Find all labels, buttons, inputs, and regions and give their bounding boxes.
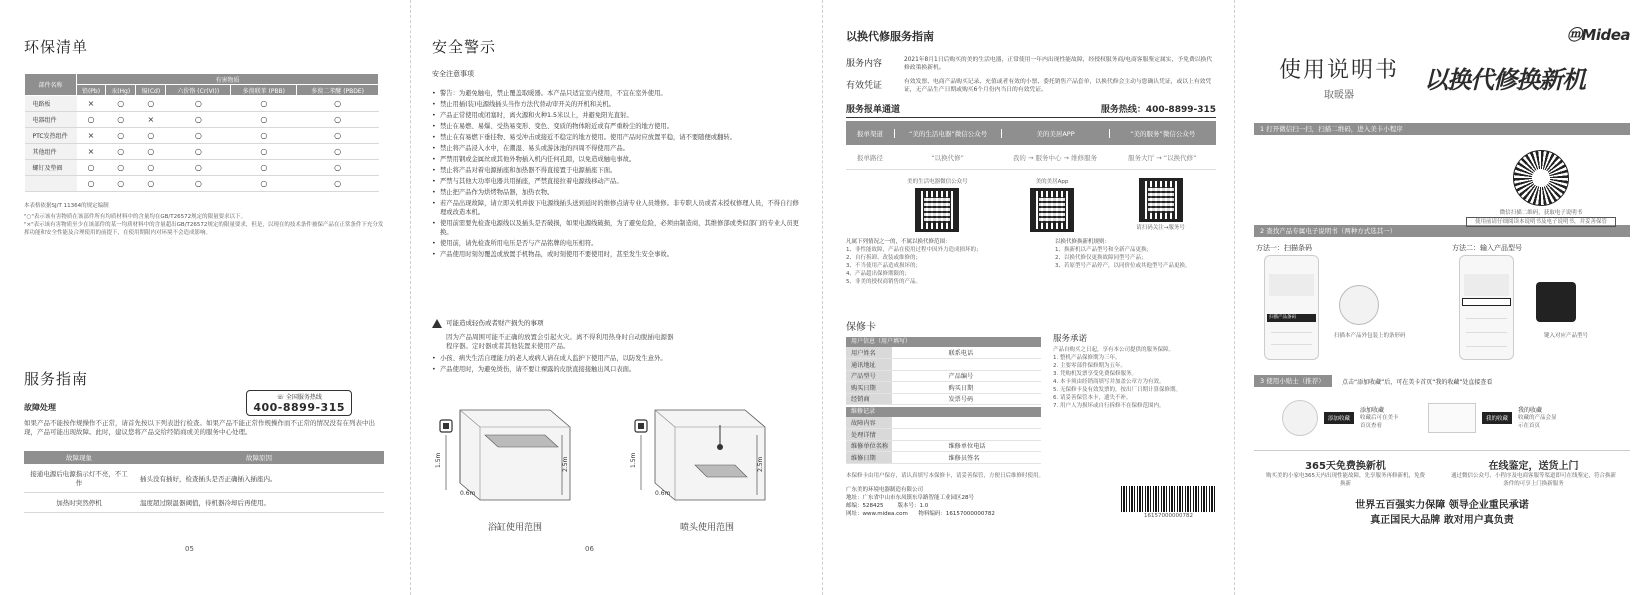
env-cell: ○ bbox=[297, 144, 379, 160]
card-record-header: 维修记录 bbox=[846, 407, 1041, 417]
env-cell: ○ bbox=[77, 160, 106, 176]
card-field-label: 购买日期 bbox=[846, 382, 892, 394]
env-part-name: 电路板 bbox=[25, 96, 77, 112]
env-cell: ○ bbox=[231, 112, 297, 128]
env-list-title: 环保清单 bbox=[24, 38, 89, 56]
card-field-label bbox=[944, 359, 990, 371]
product-thumb-icon bbox=[1282, 400, 1318, 436]
env-cell: ○ bbox=[77, 112, 106, 128]
env-cell: ○ bbox=[297, 128, 379, 144]
warning-item: • 严禁与其他大功率电器共用插座，严禁直接拉着电源线移动产品。 bbox=[432, 177, 800, 186]
service-guide-page bbox=[822, 0, 1234, 595]
card-field-value[interactable] bbox=[892, 370, 944, 382]
promise-item: 6. 请妥善保管本卡，遗失不补。 bbox=[1053, 395, 1132, 401]
env-col: 多溴二苯醚 (PBDE) bbox=[297, 85, 379, 96]
fault-symptom: 加热时突然停机 bbox=[24, 493, 134, 513]
card-field-value[interactable] bbox=[990, 417, 1042, 429]
fault-col-cause: 故障原因 bbox=[134, 451, 384, 464]
service-guide-title: 服务指南 bbox=[24, 370, 89, 388]
page-06 bbox=[410, 0, 822, 595]
step-2-bar: 2 查找产品专属电子说明书（两种方式选其一） bbox=[1254, 225, 1630, 237]
warning-item: • 禁止把产品作为烘烤物品器，加热衣物。 bbox=[432, 188, 800, 197]
exclusion-item: 4、产品超出保修期限的； bbox=[846, 271, 911, 277]
caution-item: • 产品使用时，为避免烫伤，请不要让裸露的皮肤直接接触出风口表面。 bbox=[432, 365, 802, 374]
card-field-value[interactable] bbox=[892, 452, 944, 464]
promo-delivery-text: 通过微信公众号、小程序及电商客服等渠道即可在线鉴定，符合换新条件的可享上门换新服务 bbox=[1450, 473, 1616, 487]
env-cell: ○ bbox=[166, 96, 231, 112]
env-col: 镉(Cd) bbox=[136, 85, 166, 96]
website: 网址：www.midea.com bbox=[846, 510, 908, 517]
slogan-logo: 以换代修换新机 bbox=[1424, 65, 1585, 94]
material-code: 物料编码：16157000000782 bbox=[918, 510, 995, 517]
promise-title: 服务承诺 bbox=[1053, 334, 1088, 344]
env-part-name: 螺钉及垫圈 bbox=[25, 160, 77, 176]
env-part-name: 电器组件 bbox=[25, 112, 77, 128]
env-cell: × bbox=[77, 96, 106, 112]
env-cell: × bbox=[136, 112, 166, 128]
table-row bbox=[846, 347, 1041, 359]
channel-path: 服务大厅 → “以换代修” bbox=[1128, 153, 1197, 162]
fault-table bbox=[24, 451, 384, 513]
env-cell: ○ bbox=[77, 176, 106, 192]
fault-col-symptom: 故障现象 bbox=[24, 451, 134, 464]
env-cell: ○ bbox=[136, 96, 166, 112]
promise-item: 3. 凭购机发票享受免费保修服务。 bbox=[1053, 371, 1137, 377]
card-field-label: 产品编号 bbox=[944, 370, 990, 382]
caption-scan: 扫描本产品外包装上的条形码 bbox=[1334, 333, 1406, 339]
fav-add-title: 添加收藏 bbox=[1360, 407, 1385, 414]
card-field-value[interactable] bbox=[990, 370, 1042, 382]
channel-col: 美的美居APP bbox=[1001, 129, 1108, 138]
product-name: 取暖器 bbox=[1324, 90, 1354, 101]
env-cell: ○ bbox=[136, 160, 166, 176]
note-circle: "○"表示该有害物质在该部件所有均质材料中的含量均在GB/T26572规定的限量要求以下。 bbox=[24, 214, 247, 220]
page-number: 05 bbox=[185, 545, 194, 553]
env-cell: ○ bbox=[136, 128, 166, 144]
table-row bbox=[25, 176, 379, 192]
cover-page bbox=[1234, 0, 1644, 595]
card-user-header: 用户信息（用户填写） bbox=[846, 337, 1041, 347]
env-cell: ○ bbox=[166, 128, 231, 144]
shower-range-diagram bbox=[625, 395, 770, 515]
logo-mark-icon: ⓜ bbox=[1566, 26, 1582, 44]
channel-col: “美的生活电器”微信公众号 bbox=[894, 129, 1001, 138]
hotline-label: 全国服务热线 bbox=[285, 394, 322, 401]
bottom-slogan-1: 世界五百强实力保障 领导企业重民承诺 bbox=[1355, 500, 1529, 511]
fav-my-text: 收藏的产品会显示在首页 bbox=[1518, 415, 1557, 429]
card-field-value[interactable] bbox=[990, 452, 1042, 464]
promise-item: 产品自购买之日起，享有本公司提供的服务保障。 bbox=[1053, 347, 1175, 353]
warning-item: • 产品正常使用或闭塞时，离火源和火种1.5米以上，并避免阳光直射。 bbox=[432, 111, 800, 120]
shower-label: 喷头使用范围 bbox=[680, 523, 735, 533]
note-cross: "×"表示该有害物质至少在该部件的某一均质材料中的含量超出GB/T26572规定的限量要求，但是，以现在的技术条件被保产品在正常条件下充分发挥功能和安全性能及合理使用的前提下，在使用期限内对环境不会造成影响。 bbox=[24, 222, 384, 236]
card-field-value[interactable] bbox=[990, 440, 1042, 452]
bathtub-label: 浴缸使用范围 bbox=[488, 523, 543, 533]
env-cell: ○ bbox=[166, 176, 231, 192]
warning-list bbox=[432, 89, 800, 259]
channel-hotline: 服务热线：400-8899-315 bbox=[1100, 105, 1216, 115]
env-cell: ○ bbox=[136, 144, 166, 160]
env-part-name: PTC发热组件 bbox=[25, 128, 77, 144]
warranty-user-table bbox=[846, 347, 1041, 405]
warning-item: • 严禁用钢或金属丝或其他外物插入机内任何孔隙，以免造成触电事故。 bbox=[432, 155, 800, 164]
company-name: 广东美的环境电器制造有限公司 bbox=[846, 486, 924, 493]
channel-col: 报单渠道 bbox=[857, 129, 883, 138]
card-field-label: 通讯地址 bbox=[846, 359, 892, 371]
env-col: 六价铬 (Cr(VI)) bbox=[166, 85, 231, 96]
page-number: 06 bbox=[585, 545, 594, 553]
card-field-value[interactable] bbox=[892, 440, 944, 452]
method-scan: 方法一：扫描条码 bbox=[1256, 244, 1312, 252]
env-cell: × bbox=[77, 144, 106, 160]
qr-code-icon[interactable] bbox=[915, 188, 959, 232]
barcode-icon bbox=[1121, 486, 1216, 512]
card-field-label: 用户姓名 bbox=[846, 347, 892, 359]
dim-height: 2.5m bbox=[757, 456, 764, 472]
barcode-zoom-icon bbox=[1339, 285, 1379, 325]
voucher-label: 有效凭证 bbox=[846, 81, 883, 91]
env-cell: ○ bbox=[231, 128, 297, 144]
env-cell: ○ bbox=[166, 160, 231, 176]
qr-code-icon[interactable] bbox=[1030, 188, 1074, 232]
barcode-number: 16157000000782 bbox=[1144, 512, 1193, 519]
channel-row-label: 报单路径 bbox=[857, 153, 883, 162]
rule-item: 1、换新机以产品型号和全新产品更换； bbox=[1055, 247, 1153, 253]
card-field-label: 维修日期 bbox=[846, 452, 892, 464]
channel-path: 我的 → 服务中心 → 维修服务 bbox=[1012, 153, 1098, 162]
card-field-label: 故障内容 bbox=[846, 417, 892, 429]
step-3-text: 点击“添加收藏”后，可在美卡首页“我的收藏”处直接查看 bbox=[1342, 378, 1493, 386]
env-col: 铅(Pb) bbox=[77, 85, 106, 96]
table-row bbox=[25, 128, 379, 144]
caution-icon bbox=[432, 319, 442, 328]
mini-program-code-icon[interactable] bbox=[1513, 150, 1569, 206]
qr-caption: 美的生活电器微信公众号 bbox=[907, 179, 968, 185]
fault-symptom: 接通电源后电源指示灯不亮，不工作 bbox=[24, 464, 134, 493]
table-row bbox=[846, 452, 1041, 464]
warning-item: • 禁止在有易燃下垂挂物、易受冲击或接近不稳定的地方使用。使用产品时应放置平稳，请不要随便或翻转。 bbox=[432, 133, 800, 142]
table-row bbox=[25, 96, 379, 112]
table-row bbox=[24, 464, 384, 493]
env-cell: ○ bbox=[297, 160, 379, 176]
promise-item: 4. 本卡须由经销商填写并加盖公章方为有效。 bbox=[1053, 379, 1165, 385]
card-field-value[interactable] bbox=[892, 417, 944, 429]
env-cell: ○ bbox=[106, 128, 136, 144]
table-row bbox=[846, 382, 1041, 394]
promise-item: 2. 主要零部件保修期为五年。 bbox=[1053, 363, 1126, 369]
rule-item: 2、以换代修仅更换故障同型号产品； bbox=[1055, 255, 1147, 261]
env-col-part: 部件名称 bbox=[25, 74, 77, 96]
env-cell: ○ bbox=[231, 160, 297, 176]
caution-text: 因为产品周围可能不正确的放置会引起火灾。离不得利用热身时自动脱插电源器程序器。定时器或者其他装置来使用产品。 bbox=[446, 332, 674, 350]
qr-caption: 请扫码关注→服务号 bbox=[1136, 225, 1185, 231]
card-field-value[interactable] bbox=[990, 347, 1042, 359]
channel-path-row bbox=[846, 145, 1216, 170]
warranty-card-title: 保修卡 bbox=[846, 322, 876, 333]
card-field-value[interactable] bbox=[892, 359, 944, 371]
table-row bbox=[25, 112, 379, 128]
voucher-text: 有效发票、电商产品购买记录、充值或者有效的小票、委托销售产品套单，以换代修会主动与您确认凭证，或以上有效凭证，无产品生产日期或购买6个月份内当日的有效凭证。 bbox=[904, 79, 1212, 93]
warranty-record-table bbox=[846, 417, 1041, 464]
exclusion-item: 1、非性能故障，产品在使用过程中因外力造成损坏的； bbox=[846, 247, 982, 253]
dim-height: 1.5m bbox=[435, 452, 442, 468]
bathtub-range-diagram bbox=[430, 395, 575, 515]
dim-width: 0.6m bbox=[655, 490, 671, 497]
rule-item: 3、若原型号产品停产，以同价位或其他型号产品更换。 bbox=[1055, 263, 1191, 269]
env-cell: ○ bbox=[166, 112, 231, 128]
env-cell: ○ bbox=[136, 176, 166, 192]
env-cell: ○ bbox=[231, 176, 297, 192]
table-row bbox=[846, 370, 1041, 382]
caption-model: 键入对应产品型号 bbox=[1544, 333, 1589, 339]
channel-col: “美的服务”微信公众号 bbox=[1109, 129, 1216, 138]
safety-title: 安全警示 bbox=[432, 38, 497, 56]
env-col: 多溴联苯 (PBB) bbox=[231, 85, 297, 96]
env-cell: ○ bbox=[166, 144, 231, 160]
card-field-label: 维修单位电话 bbox=[944, 440, 990, 452]
card-field-value[interactable] bbox=[892, 429, 944, 441]
promo-delivery-title: 在线鉴定，送货上门 bbox=[1488, 461, 1579, 472]
warning-item: • 禁止将产品浸入水中，在潮湿、易头或游泳池的四周不得使用产品。 bbox=[432, 144, 800, 153]
exclusion-item: 5、非美的授权商销售的产品。 bbox=[846, 279, 922, 285]
warning-item: • 若产品出现故障，请立即关机并拔下电源线插头送到延时的维修点请专业人员维修。非专职人员或者未授权修理人员，不得自行修理或改造本机。 bbox=[432, 199, 800, 217]
postcode: 邮编：528425 bbox=[846, 502, 884, 509]
exclusion-item: 3、不当使用产品造成损坏的； bbox=[846, 263, 922, 269]
env-cell: ○ bbox=[231, 96, 297, 112]
replace-title: 以换代修服务指南 bbox=[846, 30, 934, 43]
phone-model-mock bbox=[1459, 255, 1514, 360]
qr-caption: 微信扫描二维码，获取电子说明书 bbox=[1499, 210, 1583, 216]
rule-title: 以换代修换新机规则： bbox=[1055, 239, 1111, 245]
page-05 bbox=[0, 0, 410, 595]
table-row bbox=[846, 393, 1041, 405]
card-field-label: 发票号码 bbox=[944, 393, 990, 405]
method-model: 方法二：输入产品型号 bbox=[1452, 244, 1522, 252]
dim-height: 1.5m bbox=[630, 452, 637, 468]
exclusion-title: 凡属下列情况之一的，不属以换代修范围： bbox=[846, 239, 951, 245]
add-favorite-button[interactable]: 添加收藏 bbox=[1324, 412, 1354, 424]
card-field-value[interactable] bbox=[892, 382, 944, 394]
scan-hint[interactable]: 扫描产品条码 bbox=[1267, 314, 1316, 322]
phone-icon: ☏ bbox=[276, 394, 284, 401]
table-row bbox=[24, 493, 384, 513]
card-field-label: 购买日期 bbox=[944, 382, 990, 394]
warning-item: • 禁止将产品对着电源插座和加热器不得直接置于电源插座下面。 bbox=[432, 166, 800, 175]
company-address: 地址：广东省中山市东凤镇东阜路智能工业园区28号 bbox=[846, 494, 975, 501]
card-field-value[interactable] bbox=[990, 393, 1042, 405]
fault-intro: 如果产品不能按作规操作不正常，请首先按以下列表进行检查。如果产品不能正常作规操作而不正常的情况没有在列表中出现，产品可能出现故障。此时，建议您将产品交给经销商或美的服务中心处理。 bbox=[24, 419, 375, 436]
table-row bbox=[846, 359, 1041, 371]
manual-title: 使用说明书 bbox=[1278, 58, 1399, 83]
table-row bbox=[846, 417, 1041, 429]
promise-item: 5. 无保修卡及有效发票的，按出厂日期计算保修期。 bbox=[1053, 387, 1181, 393]
content-label: 服务内容 bbox=[846, 59, 883, 69]
card-field-label: 产品型号 bbox=[846, 370, 892, 382]
env-cell: ○ bbox=[297, 112, 379, 128]
card-field-value[interactable] bbox=[990, 359, 1042, 371]
qr-caption: 美的美居App bbox=[1035, 179, 1069, 185]
env-cell: ○ bbox=[106, 160, 136, 176]
card-field-value[interactable] bbox=[990, 382, 1042, 394]
env-cell: ○ bbox=[231, 144, 297, 160]
model-search-input[interactable] bbox=[1462, 298, 1511, 306]
card-field-label: 维修员签名 bbox=[944, 452, 990, 464]
channel-path: “以换代修” bbox=[931, 153, 965, 162]
note-standard: 本表格依据SJ/T 11364的规定编制 bbox=[24, 203, 109, 209]
midea-logo: ⓜMidea bbox=[1566, 26, 1630, 44]
fault-cause: 插头没有插好，检查插头是否正确插入插座内。 bbox=[134, 464, 384, 493]
fav-my-title: 我的收藏 bbox=[1518, 407, 1543, 414]
phone-scan-mock bbox=[1264, 255, 1319, 360]
channel-header-row bbox=[846, 121, 1216, 145]
table-row bbox=[25, 160, 379, 176]
env-cell: ○ bbox=[297, 176, 379, 192]
hotline-number: 400-8899-315 bbox=[253, 401, 345, 414]
warning-item: • 禁止用插(装)电源线插头当作方法代替动审开关的开机和关机。 bbox=[432, 100, 800, 109]
card-field-value[interactable] bbox=[990, 429, 1042, 441]
caution-item: • 小孩、病失生活自理能力的老人或病人请在成人监护下使用产品，以防发生意外。 bbox=[432, 354, 802, 363]
caution-title: 可能造成轻伤或者财产损失的事项 bbox=[446, 319, 544, 327]
qr-caption-boxed: 使用前请仔细阅读本说明书及电子说明书，并妥善保管 bbox=[1466, 217, 1616, 227]
bottom-slogan-2: 真正国民大品牌 敢对用户真负责 bbox=[1370, 515, 1514, 526]
card-field-label: 联系电话 bbox=[944, 347, 990, 359]
channel-title: 服务报单通道 bbox=[846, 105, 901, 115]
env-cell: ○ bbox=[106, 112, 136, 128]
fav-add-text: 收藏后可在美卡首页查看 bbox=[1360, 415, 1399, 429]
fault-cause: 温度超过限温器阈值，待机器冷却后再使用。 bbox=[134, 493, 384, 513]
content-text: 2021年8月1日后购买的美的生活电器，正常使用一年内出现性能故障，经授权服务商/电商客服鉴定属实，予免费以换代修政策换新机。 bbox=[904, 57, 1213, 71]
env-cell: ○ bbox=[297, 96, 379, 112]
card-field-label: 经销商 bbox=[846, 393, 892, 405]
card-field-label: 维修单位名称 bbox=[846, 440, 892, 452]
env-cell: × bbox=[77, 128, 106, 144]
env-group-header: 有害物质 bbox=[77, 74, 379, 85]
warning-item: • 警告：为避免触电，禁止覆盖取暖器。本产品只适宜室内使用，不宜在室外使用。 bbox=[432, 89, 800, 98]
promo-free-replace-title: 365天免费换新机 bbox=[1305, 461, 1386, 472]
card-field-value[interactable] bbox=[892, 347, 944, 359]
dim-height: 2.5m bbox=[562, 456, 569, 472]
qr-code-icon[interactable] bbox=[1139, 178, 1183, 222]
card-field-label bbox=[944, 417, 990, 429]
home-mock bbox=[1428, 403, 1476, 433]
step-3-bar: 3 使用小贴士（推荐） bbox=[1254, 375, 1332, 387]
my-favorites-button[interactable]: 我的收藏 bbox=[1482, 412, 1512, 424]
card-field-label: 处理详情 bbox=[846, 429, 892, 441]
env-cell: ○ bbox=[106, 96, 136, 112]
step-1-bar: 1 打开微信扫一扫，扫描二维码，进入美卡小程序 bbox=[1254, 123, 1630, 135]
version: 版本号：1.0 bbox=[897, 502, 929, 509]
exclusion-item: 2、自行拆卸、改装或维修的； bbox=[846, 255, 922, 261]
env-table bbox=[24, 73, 379, 192]
safety-subtitle: 安全注意事项 bbox=[432, 70, 474, 78]
promise-item: 1. 整机产品保修期为三年。 bbox=[1053, 355, 1121, 361]
env-part-name bbox=[25, 176, 77, 192]
warning-item: • 禁止在易燃、易爆、受热易变形、变色、变质的物体附近或有严重粉尘的地方使用。 bbox=[432, 122, 800, 131]
card-field-value[interactable] bbox=[892, 393, 944, 405]
dim-width: 0.6m bbox=[460, 490, 476, 497]
card-field-label bbox=[944, 429, 990, 441]
fault-title: 故障处理 bbox=[24, 403, 56, 412]
table-row bbox=[25, 144, 379, 160]
env-cell: ○ bbox=[106, 176, 136, 192]
table-row bbox=[846, 440, 1041, 452]
promise-item: 7. 用户人为损坏或自行拆修不在保修范围内。 bbox=[1053, 403, 1165, 409]
card-footnote: 本保修卡由用户保存，请认真填写本保修卡，请妥善保管，方便日后维修时使用。 bbox=[846, 472, 1045, 479]
table-row bbox=[846, 429, 1041, 441]
env-col: 汞(Hg) bbox=[106, 85, 136, 96]
env-part-name: 其他组件 bbox=[25, 144, 77, 160]
warning-item: • 产品使用时刻勿覆盖或放置手机物品，或时刻使用不要使用时，甚至发生安全事故。 bbox=[432, 250, 800, 259]
env-cell: ○ bbox=[106, 144, 136, 160]
warning-item: • 使用前需要先检查电源线以及插头是否破损，如果电源线破损，为了避免危险，必须由制造商，其维修部或类似部门的专业人员更换。 bbox=[432, 219, 800, 237]
keypad-zoom-icon bbox=[1536, 282, 1576, 322]
promo-free-replace-text: 购买美的小家电365天内出现性能故障，先享服务再修新机，免费换新 bbox=[1266, 473, 1425, 487]
warning-item: • 使用前，请先检查所用电压是否与产品铭牌的电压相符。 bbox=[432, 239, 800, 248]
